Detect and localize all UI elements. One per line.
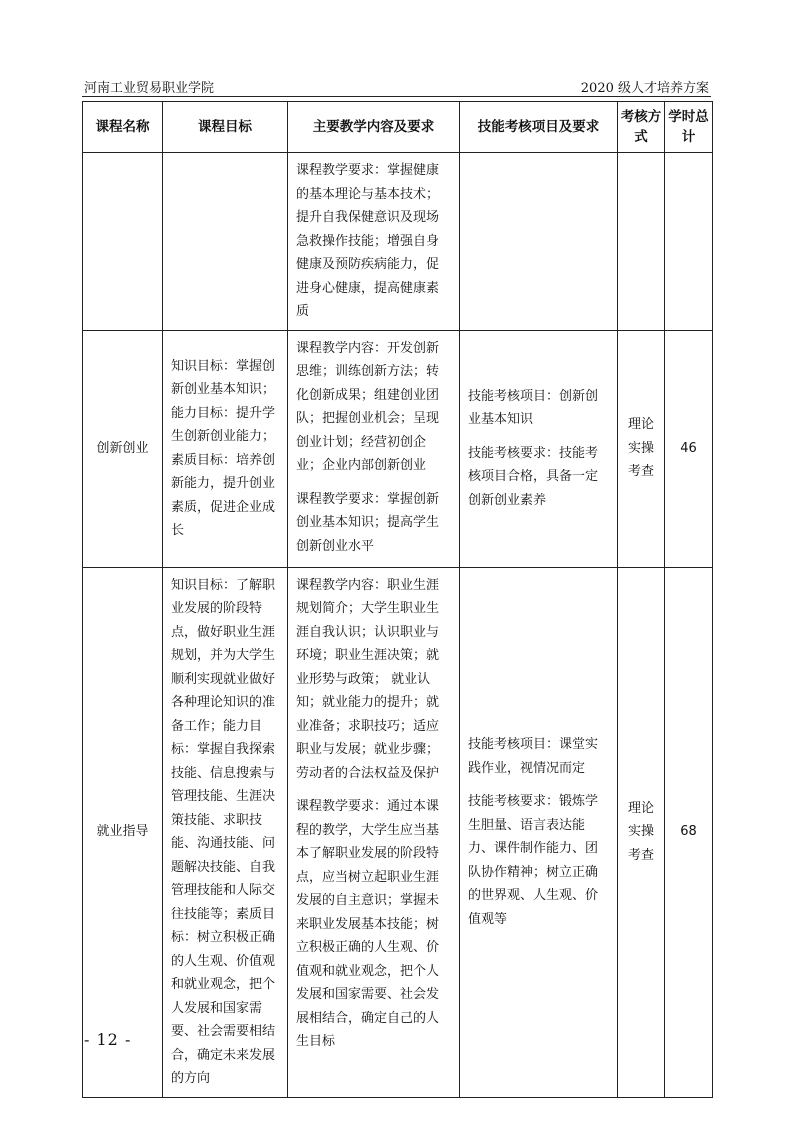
course-name-cell bbox=[83, 153, 163, 331]
table-row bbox=[83, 330, 713, 567]
curriculum-table bbox=[82, 101, 713, 1098]
skill-assessment-cell bbox=[460, 567, 618, 1097]
page-number: - 12 - bbox=[84, 1030, 132, 1049]
course-goal-cell: 知识目标：掌握创新创业基本知识；能力目标：提升学生创新创业能力；素质目标：培养创新能力，提升创业素质，促进企业成长 bbox=[163, 330, 288, 567]
total-hours-cell bbox=[665, 153, 713, 331]
teaching-content-cell bbox=[288, 153, 460, 331]
total-hours-cell: 68 bbox=[665, 567, 713, 1097]
table-header-row bbox=[83, 102, 713, 153]
total-hours-cell: 46 bbox=[665, 330, 713, 567]
column-header-course-name: 课程名称 bbox=[83, 102, 163, 153]
column-header-skill-assessment: 技能考核项目及要求 bbox=[460, 102, 618, 153]
skill-requirement-text: 技能考核要求：技能考核项目合格，具备一定创新创业素养 bbox=[468, 445, 599, 508]
skill-item-text: 技能考核项目：创新创业基本知识 bbox=[468, 388, 599, 428]
course-name-cell: 就业指导 bbox=[83, 567, 163, 1097]
exam-method-cell bbox=[618, 153, 665, 331]
header-document-title: 2020 级人才培养方案 bbox=[580, 81, 709, 96]
header-rule bbox=[82, 96, 711, 97]
course-goal-cell: 知识目标：了解职业发展的阶段特点，做好职业生涯规划，并为大学生顺利实现就业做好各种理论知识的准备工作；能力目标：掌握自我探索技能、信息搜索与管理技能、生涯决策技能、求职技能、沟通技能、问题解决技能、自我管理技能和人际交往技能等；素质目标：树立积极正确的人生观、价值观和就业观念，把个人发展和国家需要、社会需要相结合，确定未来发展的方向 bbox=[163, 567, 288, 1097]
teaching-requirement-text: 课程教学要求：掌握健康的基本理论与基本技术；提升自我保健意识及现场急救操作技能；增强自身健康及预防疾病能力，促进身心健康，提高健康素质 bbox=[296, 163, 440, 319]
teaching-content-cell bbox=[288, 330, 460, 567]
teaching-requirement-text: 课程教学要求：通过本课程的教学，大学生应当基本了解职业发展的阶段特点，应当树立起职业生涯发展的自主意识；掌握未来职业发展基本技能；树立积极正确的人生观、价值观和就业观念，把个人发展和国家需要、社会发展相结合，确定自己的人生目标 bbox=[296, 799, 440, 1049]
course-name-cell: 创新创业 bbox=[83, 330, 163, 567]
teaching-requirement-text: 课程教学要求：掌握创新创业基本知识；提高学生创新创业水平 bbox=[296, 491, 440, 554]
column-header-course-goal: 课程目标 bbox=[163, 102, 288, 153]
skill-assessment-cell bbox=[460, 330, 618, 567]
table-row bbox=[83, 153, 713, 331]
column-header-exam-method: 考核方式 bbox=[618, 102, 665, 153]
table-row bbox=[83, 567, 713, 1097]
teaching-content-cell bbox=[288, 567, 460, 1097]
exam-method-cell: 理论实操考查 bbox=[618, 330, 665, 567]
exam-method-cell: 理论实操考查 bbox=[618, 567, 665, 1097]
skill-item-text: 技能考核项目：课堂实践作业，视情况而定 bbox=[468, 737, 599, 776]
column-header-teaching-content: 主要教学内容及要求 bbox=[288, 102, 460, 153]
course-goal-cell bbox=[163, 153, 288, 331]
teaching-content-text: 课程教学内容：开发创新思维；训练创新方法；转化创新成果；组建创业团队；把握创业机会；呈现创业计划；经营初创企业；企业内部创新创业 bbox=[296, 340, 440, 473]
header-school-name: 河南工业贸易职业学院 bbox=[84, 81, 215, 96]
column-header-total-hours: 学时总计 bbox=[665, 102, 713, 153]
teaching-content-text: 课程教学内容：职业生涯规划简介；大学生职业生涯自我认识；认识职业与环境；职业生涯决策；就业形势与政策； 就业认知；就业能力的提升；就业准备；求职技巧；适应职业与发展；就业步骤；劳动者的合法权益及保护 bbox=[296, 577, 440, 781]
skill-requirement-text: 技能考核要求：锻炼学生胆量、语言表达能力、课件制作能力、团队协作精神；树立正确的世界观、人生观、价值观等 bbox=[468, 794, 599, 927]
skill-assessment-cell bbox=[460, 153, 618, 331]
